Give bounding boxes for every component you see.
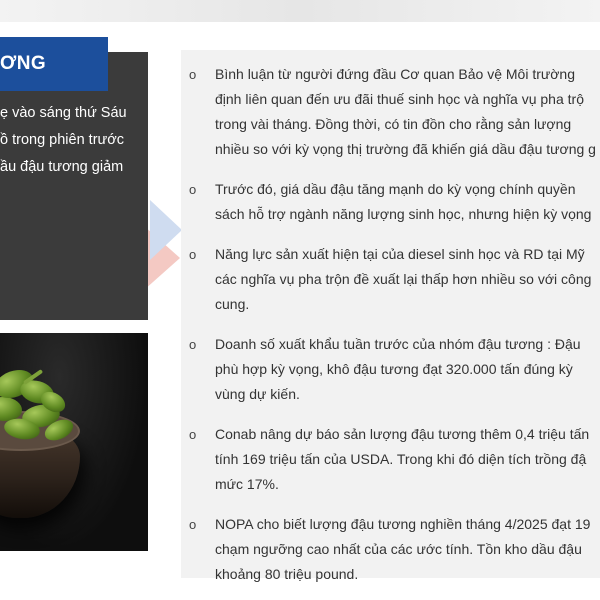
content-card [181,50,600,582]
summary-panel [0,52,148,320]
decorative-blue-chevron [150,200,182,260]
bullet-line: định liên quan đến ưu đãi thuế sinh học và nghĩa vụ pha trộ [215,91,584,107]
bullet-text [215,242,600,317]
bullet-line: vùng dự kiến. [215,386,300,402]
bullet-line: Conab nâng dự báo sản lượng đậu tương thêm 0,4 triệu tấn [215,426,590,442]
bullet-marker: o [189,427,197,442]
summary-line: ẹ vào sáng thứ Sáu [0,105,127,121]
bullet-line: nhiều so với kỳ vọng thị trường đã khiến giá dầu đậu tương g [215,141,596,157]
bullet-line: Trước đó, giá dầu đậu tăng mạnh do kỳ vọng chính quyền [215,181,576,197]
bullet-line: Năng lực sản xuất hiện tại của diesel sinh học và RD tại Mỹ [215,246,585,262]
bullet-marker: o [189,517,197,532]
bullet-line: trong vài tháng. Đồng thời, có tin đồn cho rằng sản lượng [215,116,572,132]
bullet-marker: o [189,67,197,82]
section-title-text: ƠNG [0,53,47,74]
section-title [0,37,108,91]
bullet-text [215,512,600,587]
bullet-line: phù hợp kỳ vọng, khô đậu tương đạt 320.000 tấn đúng kỳ [215,361,573,377]
bullet-line: Doanh số xuất khẩu tuần trước của nhóm đậu tương : Đậu [215,336,581,352]
decorative-header-band [0,0,600,22]
bullet-line: sách hỗ trợ ngành năng lượng sinh học, nhưng hiện kỳ vọng [215,206,592,222]
bullet-line: mức 17%. [215,476,279,492]
soybean-photo [0,333,148,551]
bullet-line: Bình luận từ người đứng đầu Cơ quan Bảo vệ Môi trường [215,66,576,82]
summary-line: ồ trong phiên trước [0,132,125,148]
bullet-marker: o [189,247,197,262]
summary-text [0,100,148,181]
bullet-line: các nghĩa vụ pha trộn đề xuất lại thấp hơn nhiều so với công [215,271,592,287]
bullet-line: tính 169 triệu tấn của USDA. Trong khi đó diện tích trồng đậ [215,451,587,467]
bullet-line: khoảng 80 triệu pound. [215,566,359,582]
bullet-text [215,332,600,407]
bullet-text [215,62,600,162]
bullet-marker: o [189,182,197,197]
bullet-marker: o [189,337,197,352]
bullet-line: chạm ngưỡng cao nhất của các ước tính. Tồn kho dầu đậu [215,541,582,557]
bullet-text [215,177,600,227]
summary-line: ầu đậu tương giảm [0,159,124,175]
bullet-line: cung. [215,296,250,312]
bullet-line: NOPA cho biết lượng đậu tương nghiền tháng 4/2025 đạt 19 [215,516,591,532]
bullet-text [215,422,600,497]
